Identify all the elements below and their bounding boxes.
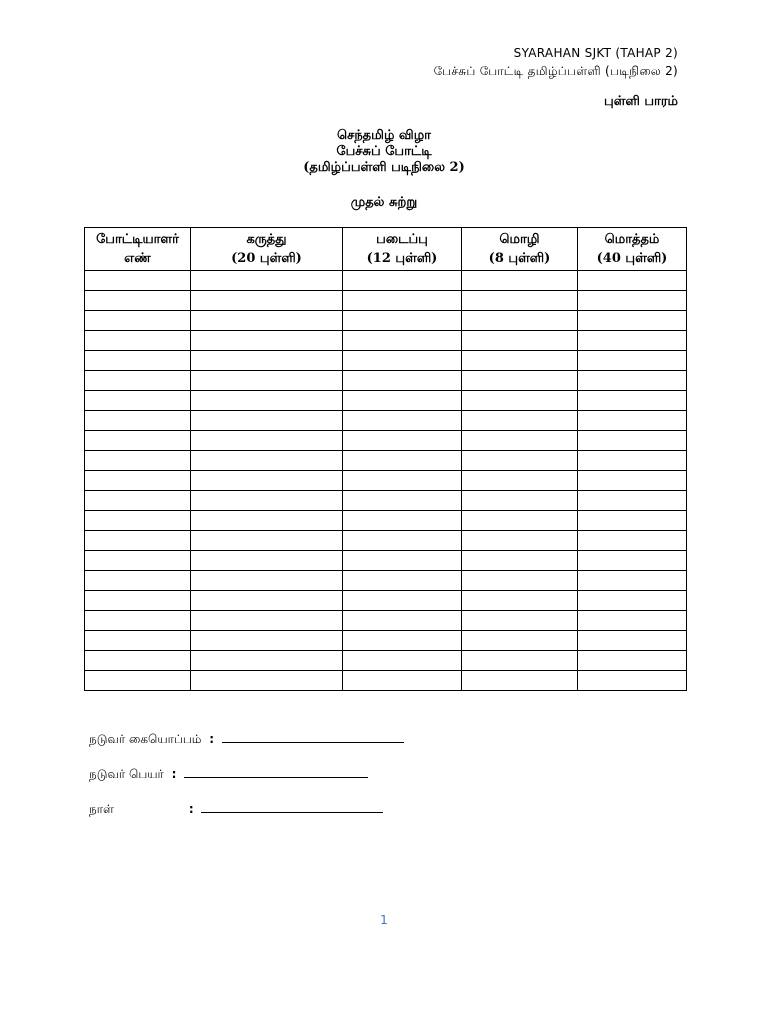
cell-entry[interactable] (85, 451, 190, 470)
presentation-score-cell[interactable] (343, 551, 462, 571)
content-score-cell[interactable] (191, 391, 343, 411)
cell-entry[interactable] (462, 671, 577, 690)
column-header-total (578, 228, 687, 271)
table-row (85, 491, 687, 511)
content-score-cell[interactable] (191, 611, 343, 631)
language-score-cell[interactable] (462, 371, 578, 391)
content-score-cell[interactable] (191, 411, 343, 431)
cell-entry[interactable] (462, 351, 577, 370)
table-row (85, 291, 687, 311)
contestant-number-cell[interactable] (85, 471, 191, 491)
cell-entry[interactable] (343, 431, 461, 450)
round-label: முதல் சுற்று (350, 195, 418, 210)
language-score-cell[interactable] (462, 311, 578, 331)
cell-entry[interactable] (462, 551, 577, 570)
cell-entry[interactable] (85, 531, 190, 550)
language-score-cell[interactable] (462, 611, 578, 631)
language-score-cell[interactable] (462, 591, 578, 611)
content-score-cell[interactable] (191, 331, 343, 351)
cell-entry[interactable] (85, 411, 190, 430)
presentation-score-cell[interactable] (343, 471, 462, 491)
cell-entry[interactable] (85, 391, 190, 410)
judge-signature-label: நடுவர் கையொப்பம் (89, 732, 202, 746)
cell-entry[interactable] (85, 491, 190, 510)
cell-entry[interactable] (578, 451, 686, 470)
contestant-number-cell[interactable] (85, 311, 191, 331)
presentation-score-cell[interactable] (343, 391, 462, 411)
cell-entry[interactable] (578, 571, 686, 590)
contestant-number-cell[interactable] (85, 571, 191, 591)
cell-entry[interactable] (191, 591, 342, 610)
cell-entry[interactable] (191, 351, 342, 370)
table-row (85, 651, 687, 671)
cell-entry[interactable] (462, 371, 577, 390)
cell-entry[interactable] (191, 311, 342, 330)
cell-entry[interactable] (462, 291, 577, 310)
header-line-1: SYARAHAN SJKT (TAHAP 2) (513, 46, 678, 60)
contestant-number-cell[interactable] (85, 411, 191, 431)
cell-entry[interactable] (85, 311, 190, 330)
content-score-cell[interactable] (191, 531, 343, 551)
cell-entry[interactable] (191, 331, 342, 350)
total-score-cell[interactable] (578, 271, 687, 291)
contestant-number-cell[interactable] (85, 611, 191, 631)
cell-entry[interactable] (85, 651, 190, 670)
content-score-cell[interactable] (191, 451, 343, 471)
column-header-contestant-number (85, 228, 191, 271)
page-number: 1 (380, 913, 388, 927)
language-score-cell[interactable] (462, 451, 578, 471)
judge-signature-row (89, 730, 404, 748)
column-header-sublabel: எண் (124, 251, 151, 266)
total-score-cell[interactable] (578, 611, 687, 631)
table-row (85, 671, 687, 691)
content-score-cell[interactable] (191, 431, 343, 451)
cell-entry[interactable] (462, 451, 577, 470)
category-title: (தமிழ்ப்பள்ளி படிநிலை 2) (303, 160, 465, 175)
judge-name-row (89, 765, 368, 783)
cell-entry[interactable] (343, 411, 461, 430)
contestant-number-cell[interactable] (85, 271, 191, 291)
cell-entry[interactable] (191, 471, 342, 490)
total-score-cell[interactable] (578, 651, 687, 671)
cell-entry[interactable] (578, 511, 686, 530)
total-score-cell[interactable] (578, 671, 687, 691)
presentation-score-cell[interactable] (343, 411, 462, 431)
contestant-number-cell[interactable] (85, 591, 191, 611)
cell-entry[interactable] (462, 491, 577, 510)
cell-entry[interactable] (343, 391, 461, 410)
cell-entry[interactable] (85, 551, 190, 570)
column-header-content (191, 228, 343, 271)
cell-entry[interactable] (462, 431, 577, 450)
cell-entry[interactable] (343, 271, 461, 290)
cell-entry[interactable] (343, 551, 461, 570)
cell-entry[interactable] (191, 551, 342, 570)
total-score-cell[interactable] (578, 291, 687, 311)
date-field[interactable] (201, 800, 383, 813)
table-row (85, 531, 687, 551)
cell-entry[interactable] (85, 631, 190, 650)
cell-entry[interactable] (462, 531, 577, 550)
language-score-cell[interactable] (462, 391, 578, 411)
language-score-cell[interactable] (462, 631, 578, 651)
content-score-cell[interactable] (191, 591, 343, 611)
cell-entry[interactable] (191, 371, 342, 390)
language-score-cell[interactable] (462, 651, 578, 671)
cell-entry[interactable] (343, 331, 461, 350)
presentation-score-cell[interactable] (343, 671, 462, 691)
total-score-cell[interactable] (578, 451, 687, 471)
header-line-2: பேச்சுப் போட்டி தமிழ்ப்பள்ளி (படிநிலை 2) (433, 64, 678, 78)
presentation-score-cell[interactable] (343, 311, 462, 331)
cell-entry[interactable] (462, 631, 577, 650)
table-row (85, 391, 687, 411)
column-header-sublabel: (8 புள்ளி) (488, 251, 551, 266)
presentation-score-cell[interactable] (343, 331, 462, 351)
table-row (85, 451, 687, 471)
total-score-cell[interactable] (578, 371, 687, 391)
table-row (85, 631, 687, 651)
total-score-cell[interactable] (578, 351, 687, 371)
table-row (85, 611, 687, 631)
cell-entry[interactable] (85, 291, 190, 310)
cell-entry[interactable] (191, 491, 342, 510)
content-score-cell[interactable] (191, 311, 343, 331)
total-score-cell[interactable] (578, 331, 687, 351)
cell-entry[interactable] (343, 511, 461, 530)
content-score-cell[interactable] (191, 371, 343, 391)
contestant-number-cell[interactable] (85, 451, 191, 471)
cell-entry[interactable] (343, 311, 461, 330)
presentation-score-cell[interactable] (343, 431, 462, 451)
cell-entry[interactable] (191, 511, 342, 530)
cell-entry[interactable] (343, 671, 461, 690)
cell-entry[interactable] (85, 471, 190, 490)
cell-entry[interactable] (85, 351, 190, 370)
column-header-sublabel: (12 புள்ளி) (366, 251, 438, 266)
colon: : (188, 802, 194, 816)
judge-name-label: நடுவர் பெயர் (89, 767, 164, 781)
table-row (85, 271, 687, 291)
cell-entry[interactable] (191, 291, 342, 310)
language-score-cell[interactable] (462, 551, 578, 571)
presentation-score-cell[interactable] (343, 351, 462, 371)
cell-entry[interactable] (462, 651, 577, 670)
language-score-cell[interactable] (462, 431, 578, 451)
column-header-presentation (343, 228, 462, 271)
presentation-score-cell[interactable] (343, 631, 462, 651)
cell-entry[interactable] (191, 391, 342, 410)
date-row (89, 800, 383, 818)
form-title: புள்ளி பாரம் (604, 94, 678, 109)
total-score-cell[interactable] (578, 471, 687, 491)
presentation-score-cell[interactable] (343, 371, 462, 391)
date-label: நாள் (89, 802, 114, 816)
cell-entry[interactable] (191, 631, 342, 650)
table-row (85, 351, 687, 371)
score-table (84, 227, 687, 691)
cell-entry[interactable] (578, 291, 686, 310)
cell-entry[interactable] (462, 611, 577, 630)
cell-entry[interactable] (578, 531, 686, 550)
total-score-cell[interactable] (578, 571, 687, 591)
presentation-score-cell[interactable] (343, 571, 462, 591)
language-score-cell[interactable] (462, 531, 578, 551)
cell-entry[interactable] (343, 611, 461, 630)
contestant-number-cell[interactable] (85, 331, 191, 351)
cell-entry[interactable] (578, 391, 686, 410)
cell-entry[interactable] (578, 311, 686, 330)
judge-signature-field[interactable] (222, 730, 404, 743)
table-row (85, 311, 687, 331)
contestant-number-cell[interactable] (85, 431, 191, 451)
table-row (85, 431, 687, 451)
cell-entry[interactable] (578, 471, 686, 490)
column-header-sublabel: (20 புள்ளி) (231, 251, 302, 266)
cell-entry[interactable] (191, 411, 342, 430)
content-score-cell[interactable] (191, 511, 343, 531)
total-score-cell[interactable] (578, 391, 687, 411)
cell-entry[interactable] (343, 291, 461, 310)
presentation-score-cell[interactable] (343, 651, 462, 671)
cell-entry[interactable] (343, 631, 461, 650)
content-score-cell[interactable] (191, 571, 343, 591)
competition-title: பேச்சுப் போட்டி (336, 144, 432, 159)
language-score-cell[interactable] (462, 271, 578, 291)
cell-entry[interactable] (578, 591, 686, 610)
total-score-cell[interactable] (578, 411, 687, 431)
total-score-cell[interactable] (578, 431, 687, 451)
cell-entry[interactable] (191, 611, 342, 630)
cell-entry[interactable] (85, 271, 190, 290)
cell-entry[interactable] (578, 651, 686, 670)
cell-entry[interactable] (462, 271, 577, 290)
cell-entry[interactable] (85, 511, 190, 530)
content-score-cell[interactable] (191, 271, 343, 291)
cell-entry[interactable] (343, 531, 461, 550)
cell-entry[interactable] (462, 311, 577, 330)
cell-entry[interactable] (343, 491, 461, 510)
column-header-label: படைப்பு (376, 232, 428, 247)
cell-entry[interactable] (85, 611, 190, 630)
content-score-cell[interactable] (191, 291, 343, 311)
total-score-cell[interactable] (578, 311, 687, 331)
presentation-score-cell[interactable] (343, 531, 462, 551)
cell-entry[interactable] (462, 591, 577, 610)
cell-entry[interactable] (343, 471, 461, 490)
cell-entry[interactable] (343, 451, 461, 470)
contestant-number-cell[interactable] (85, 551, 191, 571)
presentation-score-cell[interactable] (343, 451, 462, 471)
language-score-cell[interactable] (462, 511, 578, 531)
contestant-number-cell[interactable] (85, 511, 191, 531)
table-row (85, 511, 687, 531)
cell-entry[interactable] (578, 331, 686, 350)
content-score-cell[interactable] (191, 471, 343, 491)
column-header-label: கருத்து (246, 232, 287, 247)
cell-entry[interactable] (85, 591, 190, 610)
cell-entry[interactable] (85, 671, 190, 690)
cell-entry[interactable] (343, 591, 461, 610)
contestant-number-cell[interactable] (85, 291, 191, 311)
presentation-score-cell[interactable] (343, 491, 462, 511)
cell-entry[interactable] (191, 671, 342, 690)
language-score-cell[interactable] (462, 351, 578, 371)
contestant-number-cell[interactable] (85, 491, 191, 511)
presentation-score-cell[interactable] (343, 291, 462, 311)
cell-entry[interactable] (578, 671, 686, 690)
table-row (85, 571, 687, 591)
colon: : (209, 732, 215, 746)
cell-entry[interactable] (191, 651, 342, 670)
cell-entry[interactable] (578, 431, 686, 450)
contestant-number-cell[interactable] (85, 351, 191, 371)
table-header-row (85, 228, 687, 271)
cell-entry[interactable] (462, 331, 577, 350)
content-score-cell[interactable] (191, 351, 343, 371)
table-row (85, 471, 687, 491)
cell-entry[interactable] (578, 271, 686, 290)
cell-entry[interactable] (578, 611, 686, 630)
event-title: செந்தமிழ் விழா (337, 128, 431, 143)
cell-entry[interactable] (191, 451, 342, 470)
presentation-score-cell[interactable] (343, 591, 462, 611)
contestant-number-cell[interactable] (85, 631, 191, 651)
cell-entry[interactable] (191, 431, 342, 450)
language-score-cell[interactable] (462, 671, 578, 691)
cell-entry[interactable] (462, 391, 577, 410)
language-score-cell[interactable] (462, 291, 578, 311)
content-score-cell[interactable] (191, 491, 343, 511)
contestant-number-cell[interactable] (85, 651, 191, 671)
cell-entry[interactable] (462, 411, 577, 430)
cell-entry[interactable] (462, 571, 577, 590)
contestant-number-cell[interactable] (85, 391, 191, 411)
cell-entry[interactable] (191, 271, 342, 290)
column-header-language (462, 228, 578, 271)
contestant-number-cell[interactable] (85, 371, 191, 391)
column-header-label: போட்டியாளர் (96, 232, 179, 247)
colon: : (171, 767, 177, 781)
score-table-body (85, 271, 687, 691)
judge-name-field[interactable] (184, 765, 368, 778)
total-score-cell[interactable] (578, 511, 687, 531)
cell-entry[interactable] (578, 351, 686, 370)
cell-entry[interactable] (343, 571, 461, 590)
cell-entry[interactable] (578, 411, 686, 430)
cell-entry[interactable] (578, 551, 686, 570)
total-score-cell[interactable] (578, 551, 687, 571)
column-header-label: மொழி (499, 232, 540, 247)
total-score-cell[interactable] (578, 531, 687, 551)
cell-entry[interactable] (85, 571, 190, 590)
language-score-cell[interactable] (462, 471, 578, 491)
cell-entry[interactable] (462, 511, 577, 530)
content-score-cell[interactable] (191, 551, 343, 571)
total-score-cell[interactable] (578, 591, 687, 611)
cell-entry[interactable] (191, 531, 342, 550)
contestant-number-cell[interactable] (85, 671, 191, 691)
language-score-cell[interactable] (462, 571, 578, 591)
total-score-cell[interactable] (578, 631, 687, 651)
table-row (85, 411, 687, 431)
presentation-score-cell[interactable] (343, 271, 462, 291)
cell-entry[interactable] (85, 331, 190, 350)
column-header-sublabel: (40 புள்ளி) (596, 251, 668, 266)
cell-entry[interactable] (85, 431, 190, 450)
table-row (85, 591, 687, 611)
cell-entry[interactable] (462, 471, 577, 490)
content-score-cell[interactable] (191, 671, 343, 691)
contestant-number-cell[interactable] (85, 531, 191, 551)
language-score-cell[interactable] (462, 411, 578, 431)
cell-entry[interactable] (578, 371, 686, 390)
cell-entry[interactable] (343, 371, 461, 390)
total-score-cell[interactable] (578, 491, 687, 511)
column-header-label: மொத்தம் (604, 232, 660, 247)
language-score-cell[interactable] (462, 331, 578, 351)
cell-entry[interactable] (191, 571, 342, 590)
cell-entry[interactable] (85, 371, 190, 390)
cell-entry[interactable] (343, 351, 461, 370)
cell-entry[interactable] (343, 651, 461, 670)
language-score-cell[interactable] (462, 491, 578, 511)
table-row (85, 551, 687, 571)
table-row (85, 371, 687, 391)
cell-entry[interactable] (578, 631, 686, 650)
content-score-cell[interactable] (191, 651, 343, 671)
cell-entry[interactable] (578, 491, 686, 510)
table-row (85, 331, 687, 351)
content-score-cell[interactable] (191, 631, 343, 651)
presentation-score-cell[interactable] (343, 511, 462, 531)
presentation-score-cell[interactable] (343, 611, 462, 631)
